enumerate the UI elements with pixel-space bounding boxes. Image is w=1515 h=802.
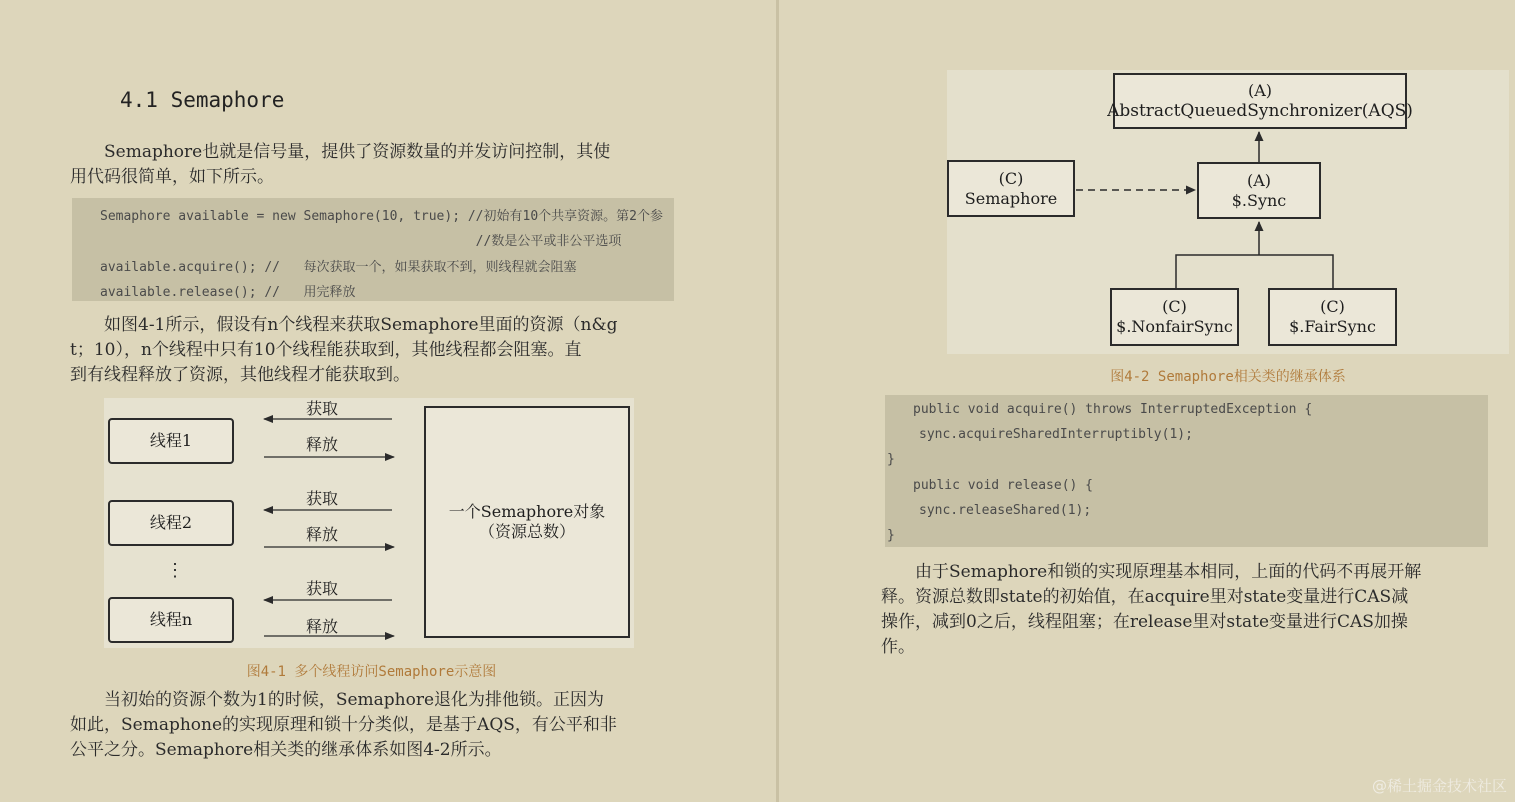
- figure-4-1-caption: 图4-1 多个线程访问Semaphore示意图: [246, 664, 497, 680]
- paragraph-implementation-note: [881, 560, 1493, 660]
- code-line-4: available.release(); // 用完释放: [100, 285, 356, 300]
- paragraph-exclusive-lock: [70, 688, 680, 763]
- semaphore-name: Semaphore: [964, 188, 1058, 208]
- thread-2-label: 线程2: [149, 513, 193, 532]
- sync-tag: (A): [1246, 170, 1272, 190]
- nonfair-name: $.NonfairSync: [1116, 317, 1233, 336]
- para2-line-3: 到有线程释放了资源，其他线程才能获取到。: [70, 365, 410, 385]
- sync-name: $.Sync: [1231, 190, 1287, 210]
- code-line-2: sync.acquireSharedInterruptibly(1);: [919, 427, 1193, 442]
- aqs-tag: (A): [1247, 81, 1273, 100]
- para2-line-2: t；10），n个线程中只有10个线程能获取到，其他线程都会阻塞。直: [70, 340, 582, 360]
- semaphore-object-sublabel: （资源总数）: [478, 522, 575, 541]
- code-line-1: public void acquire() throws InterruptedException {: [913, 402, 1313, 417]
- code-line-3: }: [887, 452, 895, 467]
- figure-4-2-caption: 图4-2 Semaphore相关类的继承体系: [1110, 369, 1346, 385]
- para-line-1: 由于Semaphore和锁的实现原理基本相同，上面的代码不再展开解: [915, 562, 1422, 582]
- semaphore-object-label: 一个Semaphore对象: [448, 502, 606, 521]
- right-page: [779, 0, 1515, 802]
- para-line-2: 释。资源总数即state的初始值，在acquire里对state变量进行CAS减: [881, 587, 1409, 607]
- semaphore-tag: (C): [998, 168, 1024, 188]
- para3-line-1: 当初始的资源个数为1的时候，Semaphore退化为排他锁。正因为: [104, 690, 605, 710]
- code-block-acquire-release: [885, 395, 1488, 547]
- thread-n-label: 线程n: [149, 610, 193, 629]
- code-line-1: Semaphore available = new Semaphore(10, true); //初始有10个共享资源。第2个参: [100, 209, 663, 224]
- code-line-5: sync.releaseShared(1);: [919, 503, 1092, 518]
- aqs-name: AbstractQueuedSynchronizer(AQS): [1107, 101, 1413, 121]
- thread-1-label: 线程1: [149, 431, 193, 450]
- para3-line-2: 如此，Semaphone的实现原理和锁十分类似，是基于AQS，有公平和非: [70, 715, 617, 735]
- acquire-label-1: 获取: [306, 399, 339, 418]
- code-line-3: available.acquire(); // 每次获取一个，如果获取不到，则线程就会阻塞: [100, 260, 577, 275]
- section-heading: 4.1 Semaphore: [120, 88, 285, 112]
- para3-line-3: 公平之分。Semaphore相关类的继承体系如图4-2所示。: [70, 740, 502, 760]
- release-label-3: 释放: [306, 617, 339, 636]
- intro-line-2: 用代码很简单，如下所示。: [70, 167, 274, 187]
- release-label-1: 释放: [306, 435, 339, 454]
- para-line-3: 操作，减到0之后，线程阻塞；在release里对state变量进行CAS加操: [881, 612, 1408, 632]
- release-label-2: 释放: [306, 525, 339, 544]
- ellipsis-icon: ⋮: [166, 560, 184, 581]
- acquire-label-2: 获取: [306, 489, 339, 508]
- code-line-6: }: [887, 528, 895, 543]
- nonfair-tag: (C): [1162, 297, 1187, 316]
- code-line-2: //数是公平或非公平选项: [100, 234, 622, 249]
- intro-line-1: Semaphore也就是信号量，提供了资源数量的并发访问控制，其使: [104, 142, 611, 162]
- fair-name: $.FairSync: [1289, 317, 1376, 336]
- watermark: @稀土掘金技术社区: [1371, 777, 1507, 795]
- subclass-bracket: [1176, 255, 1333, 288]
- para-line-4: 作。: [881, 637, 915, 657]
- acquire-label-3: 获取: [306, 579, 339, 598]
- code-line-4: public void release() {: [913, 478, 1094, 493]
- fair-tag: (C): [1320, 297, 1345, 316]
- para2-line-1: 如图4-1所示，假设有n个线程来获取Semaphore里面的资源（n&g: [104, 315, 618, 335]
